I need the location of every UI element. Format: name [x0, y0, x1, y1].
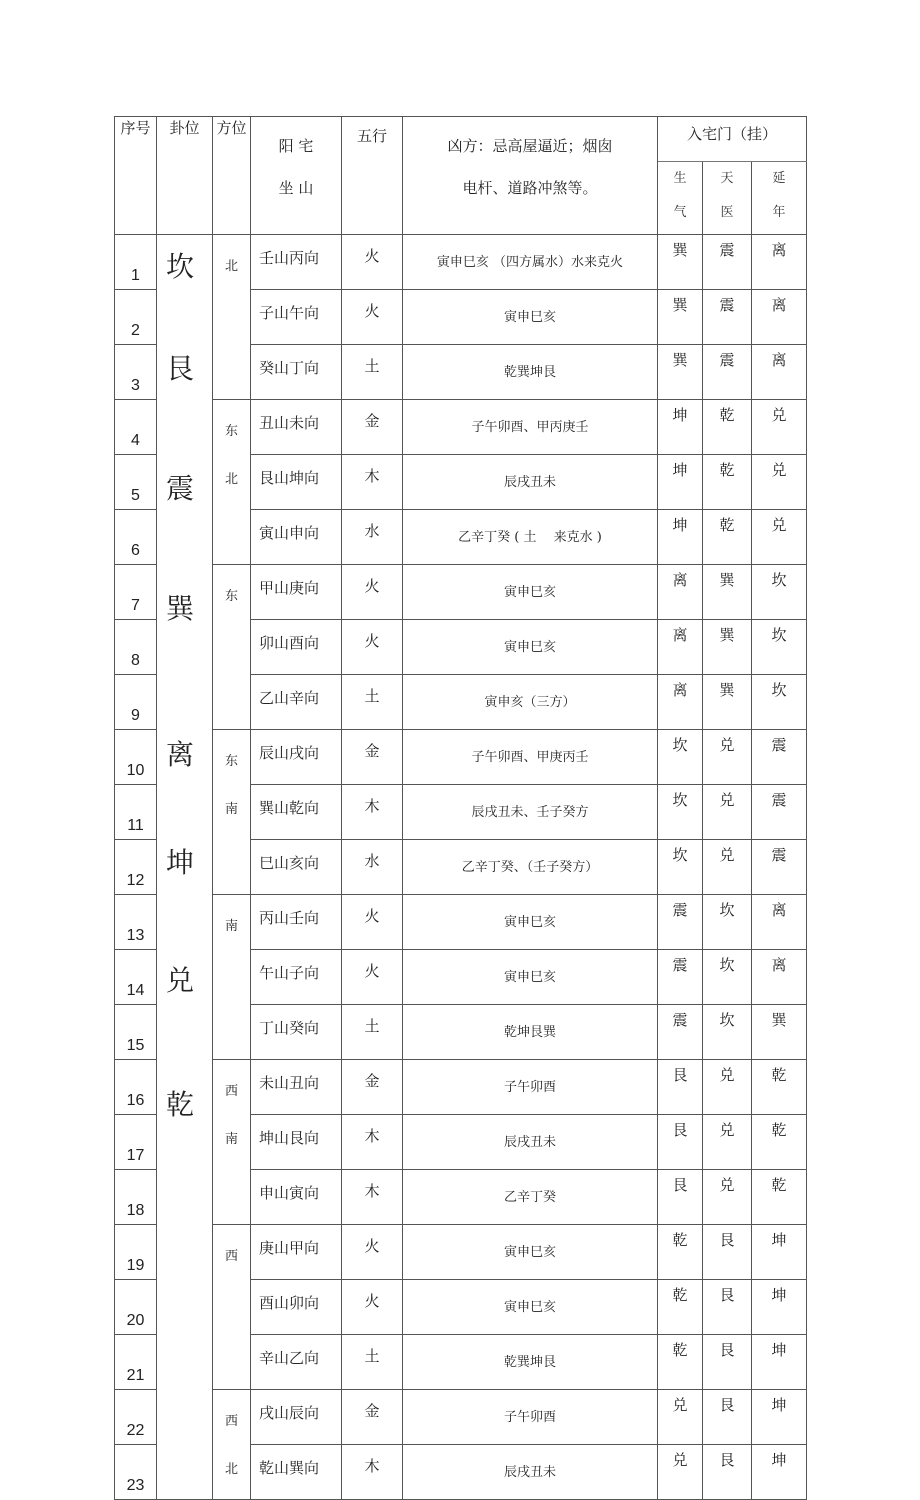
- direction-char: 北: [224, 472, 238, 487]
- bad-directions: 寅申亥（三方）: [403, 675, 658, 730]
- door-yannian: 坎: [752, 620, 807, 675]
- table-row: [115, 1060, 807, 1115]
- row-number: 4: [115, 400, 157, 455]
- row-number: 3: [115, 345, 157, 400]
- bad-directions: 寅申巳亥: [403, 1280, 658, 1335]
- direction-char: 西: [224, 1414, 238, 1429]
- direction-char: 西: [224, 1249, 238, 1264]
- wuxing: 土: [342, 345, 403, 400]
- door-shengqi: 艮: [658, 1170, 703, 1225]
- sitting-mountain: 戌山辰向: [251, 1390, 342, 1445]
- door-yannian: 离: [752, 345, 807, 400]
- table-row: [115, 895, 807, 950]
- door-shengqi: 乾: [658, 1280, 703, 1335]
- door-yannian: 坤: [752, 1280, 807, 1335]
- header-bad-1: 凶方：忌高屋逼近；烟囱: [447, 137, 613, 155]
- direction-char: 北: [224, 1462, 238, 1477]
- gua-label: 震: [166, 472, 195, 505]
- bad-directions: 寅申巳亥: [403, 620, 658, 675]
- bad-directions: 乙辛丁癸 ( 土 来克水 ): [403, 510, 658, 565]
- sitting-mountain: 申山寅向: [251, 1170, 342, 1225]
- bad-directions: 乙辛丁癸、（壬子癸方）: [403, 840, 658, 895]
- direction-char: 西: [224, 1084, 238, 1099]
- bad-directions: 乾巽坤艮: [403, 345, 658, 400]
- door-tianyi: 兑: [703, 730, 752, 785]
- door-tianyi: 艮: [703, 1280, 752, 1335]
- door-shengqi: 坎: [658, 730, 703, 785]
- row-number: 14: [115, 950, 157, 1005]
- sitting-mountain: 子山午向: [251, 290, 342, 345]
- door-tianyi: 兑: [703, 1115, 752, 1170]
- door-tianyi: 兑: [703, 1170, 752, 1225]
- wuxing: 土: [342, 675, 403, 730]
- sitting-mountain: 巽山乾向: [251, 785, 342, 840]
- direction-char: 南: [224, 802, 238, 817]
- door-shengqi: 乾: [658, 1335, 703, 1390]
- door-yannian: 坎: [752, 675, 807, 730]
- door-yannian: 离: [752, 235, 807, 290]
- wuxing: 火: [342, 950, 403, 1005]
- header-door-shengqi: 生 气: [658, 162, 703, 235]
- header-wuxing: 五行: [342, 117, 403, 235]
- sitting-mountain: 辛山乙向: [251, 1335, 342, 1390]
- wuxing: 水: [342, 510, 403, 565]
- door-tianyi: 兑: [703, 840, 752, 895]
- wuxing: 金: [342, 730, 403, 785]
- door-shengqi: 巽: [658, 345, 703, 400]
- sitting-mountain: 未山丑向: [251, 1060, 342, 1115]
- sitting-mountain: 寅山申向: [251, 510, 342, 565]
- wuxing: 火: [342, 235, 403, 290]
- row-number: 13: [115, 895, 157, 950]
- header-direction: 方位: [213, 117, 251, 235]
- sitting-mountain: 艮山坤向: [251, 455, 342, 510]
- bad-directions: 寅申巳亥: [403, 950, 658, 1005]
- direction-cell: [213, 400, 251, 565]
- bad-directions: 乾巽坤艮: [403, 1335, 658, 1390]
- door-tianyi: 兑: [703, 1060, 752, 1115]
- header-sitting-1: 阳 宅: [278, 137, 314, 155]
- door-shengqi: 兑: [658, 1445, 703, 1500]
- bad-directions: 子午卯酉: [403, 1390, 658, 1445]
- direction-char: 东: [224, 589, 238, 604]
- row-number: 18: [115, 1170, 157, 1225]
- header-row: [115, 117, 807, 162]
- door-shengqi: 兑: [658, 1390, 703, 1445]
- door-tianyi: 巽: [703, 675, 752, 730]
- door-shengqi: 艮: [658, 1115, 703, 1170]
- bad-directions: 寅申巳亥: [403, 290, 658, 345]
- header-sitting-2: 坐 山: [278, 179, 314, 197]
- header-bad-2: 电杆、道路冲煞等。: [462, 179, 598, 197]
- door-shengqi: 坤: [658, 400, 703, 455]
- door-yannian: 坤: [752, 1445, 807, 1500]
- door-yannian: 兑: [752, 510, 807, 565]
- bad-directions: 辰戌丑未: [403, 1115, 658, 1170]
- door-shengqi: 艮: [658, 1060, 703, 1115]
- door-yannian: 坤: [752, 1335, 807, 1390]
- bad-directions: 子午卯酉、甲丙庚壬: [403, 400, 658, 455]
- bad-directions: 辰戌丑未: [403, 455, 658, 510]
- direction-char: 南: [224, 919, 238, 934]
- table-row: [115, 730, 807, 785]
- door-shengqi: 坤: [658, 510, 703, 565]
- sitting-mountain: 乙山辛向: [251, 675, 342, 730]
- header-door: 入宅门（挂）: [658, 117, 807, 162]
- bad-directions: 乾坤艮巽: [403, 1005, 658, 1060]
- wuxing: 土: [342, 1335, 403, 1390]
- row-number: 9: [115, 675, 157, 730]
- direction-char: 东: [224, 754, 238, 769]
- header-door-yannian: 延 年: [752, 162, 807, 235]
- wuxing: 木: [342, 785, 403, 840]
- sitting-mountain: 丁山癸向: [251, 1005, 342, 1060]
- wuxing: 金: [342, 1390, 403, 1445]
- door-shengqi: 坤: [658, 455, 703, 510]
- door-tianyi: 坎: [703, 895, 752, 950]
- door-tianyi: 兑: [703, 785, 752, 840]
- row-number: 11: [115, 785, 157, 840]
- direction-cell: [213, 895, 251, 1060]
- wuxing: 木: [342, 455, 403, 510]
- header-seq: 序号: [115, 117, 157, 235]
- row-number: 22: [115, 1390, 157, 1445]
- door-tianyi: 乾: [703, 455, 752, 510]
- direction-cell: [213, 730, 251, 895]
- wuxing: 木: [342, 1445, 403, 1500]
- sitting-mountain: 酉山卯向: [251, 1280, 342, 1335]
- bad-directions: 寅申巳亥: [403, 895, 658, 950]
- row-number: 17: [115, 1115, 157, 1170]
- row-number: 20: [115, 1280, 157, 1335]
- gua-label: 乾: [166, 1088, 195, 1121]
- table-row: [115, 1225, 807, 1280]
- gua-label: 巽: [166, 592, 195, 625]
- door-tianyi: 震: [703, 345, 752, 400]
- header-gua: 卦位: [157, 117, 213, 235]
- door-tianyi: 巽: [703, 620, 752, 675]
- wuxing: 火: [342, 895, 403, 950]
- door-tianyi: 乾: [703, 510, 752, 565]
- bad-directions: 子午卯酉、甲庚丙壬: [403, 730, 658, 785]
- sitting-mountain: 丙山壬向: [251, 895, 342, 950]
- door-yannian: 离: [752, 895, 807, 950]
- row-number: 10: [115, 730, 157, 785]
- direction-char: 南: [224, 1132, 238, 1147]
- row-number: 8: [115, 620, 157, 675]
- bad-directions: 寅申巳亥: [403, 1225, 658, 1280]
- gua-column: [157, 235, 213, 1500]
- door-yannian: 乾: [752, 1170, 807, 1225]
- bad-directions: 辰戌丑未、壬子癸方: [403, 785, 658, 840]
- door-tianyi: 震: [703, 235, 752, 290]
- door-shengqi: 震: [658, 1005, 703, 1060]
- feng-shui-table: [114, 116, 807, 1500]
- door-shengqi: 离: [658, 565, 703, 620]
- door-yannian: 乾: [752, 1060, 807, 1115]
- wuxing: 木: [342, 1170, 403, 1225]
- sitting-mountain: 乾山巽向: [251, 1445, 342, 1500]
- door-tianyi: 坎: [703, 950, 752, 1005]
- direction-cell: [213, 1060, 251, 1225]
- sitting-mountain: 坤山艮向: [251, 1115, 342, 1170]
- bad-directions: 子午卯酉: [403, 1060, 658, 1115]
- wuxing: 火: [342, 565, 403, 620]
- door-shengqi: 离: [658, 675, 703, 730]
- door-yannian: 坎: [752, 565, 807, 620]
- wuxing: 金: [342, 400, 403, 455]
- door-shengqi: 离: [658, 620, 703, 675]
- sitting-mountain: 丑山未向: [251, 400, 342, 455]
- gua-label: 兑: [166, 964, 195, 997]
- row-number: 7: [115, 565, 157, 620]
- gua-label: 坎: [166, 250, 195, 283]
- table-row: [115, 1390, 807, 1445]
- wuxing: 火: [342, 290, 403, 345]
- sitting-mountain: 壬山丙向: [251, 235, 342, 290]
- row-number: 21: [115, 1335, 157, 1390]
- door-yannian: 离: [752, 950, 807, 1005]
- gua-label: 离: [166, 738, 195, 771]
- gua-label: 坤: [166, 846, 195, 879]
- door-yannian: 震: [752, 785, 807, 840]
- door-tianyi: 乾: [703, 400, 752, 455]
- door-yannian: 坤: [752, 1225, 807, 1280]
- table-row: [115, 400, 807, 455]
- direction-cell: [213, 1390, 251, 1500]
- sitting-mountain: 辰山戌向: [251, 730, 342, 785]
- door-shengqi: 坎: [658, 785, 703, 840]
- door-yannian: 乾: [752, 1115, 807, 1170]
- door-tianyi: 震: [703, 290, 752, 345]
- bad-directions: 寅申巳亥 （四方属水）水来克火: [403, 235, 658, 290]
- gua-label: 艮: [166, 352, 195, 385]
- header-door-tianyi: 天 医: [703, 162, 752, 235]
- wuxing: 火: [342, 620, 403, 675]
- door-shengqi: 坎: [658, 840, 703, 895]
- bad-directions: 寅申巳亥: [403, 565, 658, 620]
- row-number: 6: [115, 510, 157, 565]
- door-yannian: 震: [752, 730, 807, 785]
- sitting-mountain: 癸山丁向: [251, 345, 342, 400]
- door-shengqi: 巽: [658, 290, 703, 345]
- door-tianyi: 坎: [703, 1005, 752, 1060]
- door-shengqi: 巽: [658, 235, 703, 290]
- row-number: 5: [115, 455, 157, 510]
- row-number: 23: [115, 1445, 157, 1500]
- row-number: 16: [115, 1060, 157, 1115]
- door-yannian: 巽: [752, 1005, 807, 1060]
- row-number: 12: [115, 840, 157, 895]
- row-number: 15: [115, 1005, 157, 1060]
- bad-directions: 乙辛丁癸: [403, 1170, 658, 1225]
- door-shengqi: 乾: [658, 1225, 703, 1280]
- header-sitting: [251, 117, 342, 235]
- sitting-mountain: 午山子向: [251, 950, 342, 1005]
- wuxing: 土: [342, 1005, 403, 1060]
- wuxing: 火: [342, 1280, 403, 1335]
- header-bad: [403, 117, 658, 235]
- wuxing: 金: [342, 1060, 403, 1115]
- wuxing: 木: [342, 1115, 403, 1170]
- door-tianyi: 艮: [703, 1335, 752, 1390]
- bad-directions: 辰戌丑未: [403, 1445, 658, 1500]
- door-tianyi: 艮: [703, 1225, 752, 1280]
- direction-cell: [213, 565, 251, 730]
- table-row: [115, 565, 807, 620]
- wuxing: 火: [342, 1225, 403, 1280]
- row-number: 1: [115, 235, 157, 290]
- sitting-mountain: 巳山亥向: [251, 840, 342, 895]
- direction-cell: [213, 235, 251, 400]
- direction-char: 北: [224, 259, 238, 274]
- door-yannian: 震: [752, 840, 807, 895]
- door-yannian: 兑: [752, 400, 807, 455]
- direction-cell: [213, 1225, 251, 1390]
- sitting-mountain: 卯山酉向: [251, 620, 342, 675]
- door-tianyi: 艮: [703, 1445, 752, 1500]
- door-yannian: 离: [752, 290, 807, 345]
- door-shengqi: 震: [658, 950, 703, 1005]
- door-yannian: 兑: [752, 455, 807, 510]
- row-number: 19: [115, 1225, 157, 1280]
- door-tianyi: 艮: [703, 1390, 752, 1445]
- door-shengqi: 震: [658, 895, 703, 950]
- sitting-mountain: 庚山甲向: [251, 1225, 342, 1280]
- row-number: 2: [115, 290, 157, 345]
- direction-char: 东: [224, 424, 238, 439]
- wuxing: 水: [342, 840, 403, 895]
- sitting-mountain: 甲山庚向: [251, 565, 342, 620]
- door-tianyi: 巽: [703, 565, 752, 620]
- table-row: [115, 235, 807, 290]
- door-yannian: 坤: [752, 1390, 807, 1445]
